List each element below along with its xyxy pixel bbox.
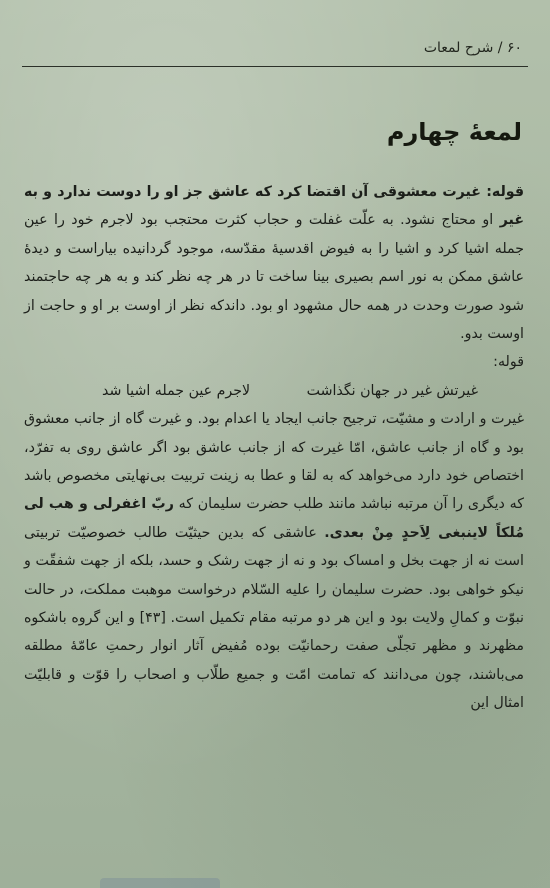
paragraph-3-text-a: غیرت و ارادت و مشیّت، ترجیح جانب ایجاد یا اعدام بود. و غیرت گاه از جانب معشوق بود و گاه از جانب عاشق، امّا غیرت که از جانب عاشق بود اگر عاشق روی به تفرّد، اختصاص خود دارد می‌خواهد که به لقا و عطا به زینت تربیت بی‌نهایتی مخصوص باشد که دیگری را آن مرتبه نباشد مانند طلب حضرت سلیمان که xyxy=(24,411,524,513)
page-edge-mark xyxy=(100,878,220,888)
paragraph-3 xyxy=(24,405,524,717)
paragraph-3-text-b: عاشقی که بدین حیثیّت طالب خصوصیّت تربیتی است نه از جهت بخل و امساک بود و نه از جهت رشک و حسد، بلکه از جهت شفقّت و نیکو خواهی بود. حضرت سلیمان را علیه السّلام درخواست موهبت مملکت، در حالت نبوّت و کمالِ ولایت بود و این هر دو مرتبه مقام تکمیل است. [۴۳] و این گروه باشکوه مظهرند و مظهر تجلّی صفت رحمانیّت بوده مُفیض آثار انوار رحمتِ عامّهٔ مطلقه می‌باشند، چون می‌دانند که تمامت امّت و جمیع طلّاب و اصحاب را قوّت و قابلیّت امثال این xyxy=(24,524,524,712)
body-text xyxy=(24,178,524,718)
chapter-title: لمعهٔ چهارم xyxy=(386,118,522,146)
verse-couplet xyxy=(24,377,524,405)
paragraph-2-label: قوله: xyxy=(493,354,524,371)
paragraph-1-text: او محتاج نشود. به علّت غفلت و حجاب کثرت محتجب بود لاجرم خود را عین جمله اشیا کرد و اشیا را به فیوض اقدسیهٔ مقدّسه، موجود گردانیده بیاراست و دیدهٔ عاشق ممکن به نور اسم بصیری بینا ساخت تا در هر چه نظر کند و به هر چه حاجتمند شود صورت وحدت در همه حال مشهود او بود. داندکه نظر از اوست بر او و حاجت از اوست بدو. xyxy=(24,212,524,343)
quranic-quote: ربّ اغفرلی و هب لی مُلکاً لاینبغی لِاَحدٍ مِنْ بعدی. xyxy=(24,496,524,541)
quoted-lead: قوله: غیرت معشوقی آن اقتضا کرد که عاشق جز او را دوست ندارد و به غیر xyxy=(24,184,525,229)
header-divider xyxy=(22,66,528,67)
paragraph-1 xyxy=(24,178,524,348)
verse-hemistich-right: غیرتش غیر در جهان نگذاشت xyxy=(306,382,478,399)
running-header: ۶۰ / شرح لمعات xyxy=(423,40,522,56)
verse-hemistich-left: لاجرم عین جمله اشیا شد xyxy=(102,382,251,399)
